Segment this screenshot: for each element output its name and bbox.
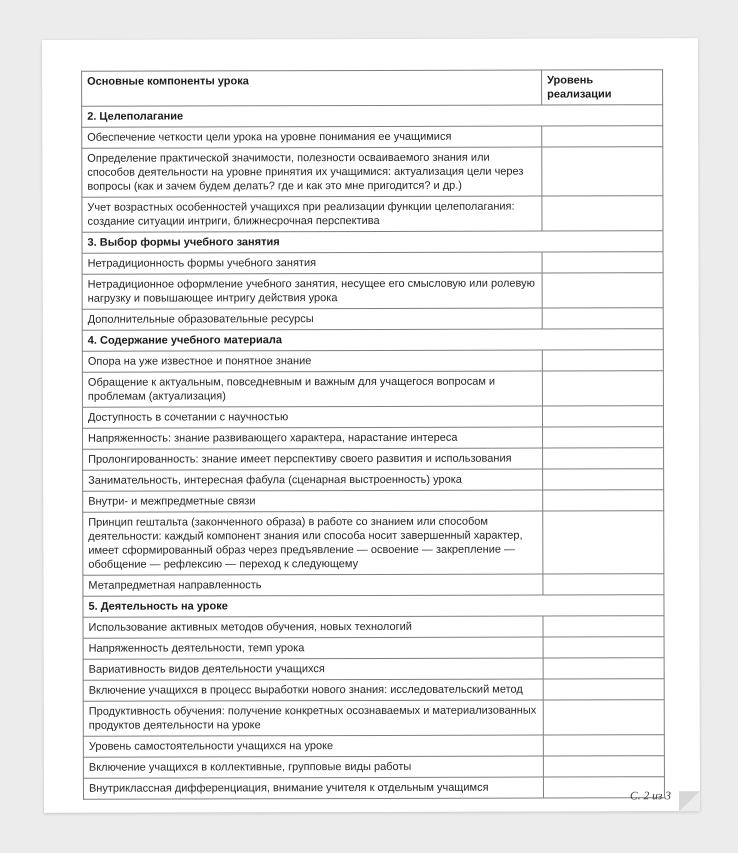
level-cell bbox=[542, 406, 663, 427]
level-cell bbox=[543, 469, 664, 490]
criterion-text: Доступность в сочетании с научностью bbox=[82, 406, 542, 428]
level-cell bbox=[543, 679, 664, 700]
criterion-row bbox=[82, 406, 663, 429]
criterion-row bbox=[82, 371, 663, 408]
criterion-text: Обращение к актуальным, повседневным и важным для учащегося вопросам и проблемам (актуализация) bbox=[82, 371, 542, 407]
level-cell bbox=[543, 658, 664, 679]
criterion-row bbox=[83, 658, 664, 681]
criterion-text: Принцип гештальта (законченного образа) в работе со знанием или способом деятельности: каждый компонент знания или способа носит завершенный характер, имеет сформированный образ через предъявление — освоение — закрепление — обобщение — рефлексию — переход к следующему bbox=[83, 511, 543, 575]
level-cell bbox=[542, 252, 663, 273]
table-header-row bbox=[82, 70, 663, 107]
criterion-row bbox=[83, 469, 664, 492]
criterion-row bbox=[83, 700, 664, 737]
criterion-row bbox=[83, 777, 664, 800]
level-cell bbox=[543, 700, 664, 735]
criterion-text: Напряженность: знание развивающего характера, нарастание интереса bbox=[83, 427, 543, 449]
criterion-row bbox=[83, 679, 664, 702]
document-page bbox=[42, 38, 700, 813]
criterion-row bbox=[83, 637, 664, 660]
criterion-row bbox=[82, 350, 663, 373]
criterion-row bbox=[83, 756, 664, 779]
criterion-text: Внутри- и межпредметные связи bbox=[83, 490, 543, 512]
criterion-row bbox=[83, 448, 664, 471]
section-header-row bbox=[83, 595, 664, 618]
criterion-text: Продуктивность обучения: получение конкретных осознаваемых и материализованных продуктов деятельности на уроке bbox=[83, 700, 543, 736]
criterion-text: Внутриклассная дифференциация, внимание учителя к отдельным учащимся bbox=[83, 777, 543, 799]
level-cell bbox=[542, 350, 663, 371]
level-cell bbox=[542, 371, 663, 406]
criterion-row bbox=[83, 427, 664, 450]
criterion-text: Определение практической значимости, полезности осваиваемого знания или способов деятельности на уровне принятия их учащимися: актуализация цели через вопросы (как и зачем будем делать? где и как это мне пригодится? и др.) bbox=[82, 147, 542, 197]
criterion-text: Вариативность видов деятельности учащихся bbox=[83, 658, 543, 680]
criterion-text: Нетрадиционное оформление учебного занятия, несущее его смысловую или ролевую нагрузку и повышающее интригу действия урока bbox=[82, 273, 542, 309]
criterion-text: Учет возрастных особенностей учащихся при реализации функции целеполагания: создание ситуации интриги, ближнесрочная перспектива bbox=[82, 196, 542, 232]
level-cell bbox=[543, 490, 664, 511]
page-corner-fold bbox=[679, 791, 700, 811]
section-title: 5. Деятельность на уроке bbox=[83, 595, 664, 618]
level-cell bbox=[543, 448, 664, 469]
section-header-row bbox=[82, 231, 663, 254]
criterion-text: Нетрадиционность формы учебного занятия bbox=[82, 252, 542, 274]
criterion-row bbox=[83, 574, 664, 597]
criterion-text: Дополнительные образовательные ресурсы bbox=[82, 308, 542, 330]
criterion-row bbox=[82, 147, 663, 198]
criterion-row bbox=[82, 273, 663, 310]
level-cell bbox=[543, 616, 664, 637]
page-number: С. 2 из 3 bbox=[630, 790, 671, 803]
level-cell bbox=[542, 126, 663, 147]
lesson-components-table bbox=[81, 69, 665, 800]
criterion-row bbox=[83, 616, 664, 639]
criterion-text: Включение учащихся в процесс выработки нового знания: исследовательский метод bbox=[83, 679, 543, 701]
criterion-row bbox=[83, 735, 664, 758]
section-header-row bbox=[82, 105, 663, 128]
criterion-text: Опора на уже известное и понятное знание bbox=[82, 350, 542, 372]
criterion-row bbox=[82, 252, 663, 275]
level-cell bbox=[543, 637, 664, 658]
criterion-text: Напряженность деятельности, темп урока bbox=[83, 637, 543, 659]
column-header-components: Основные компоненты урока bbox=[82, 70, 542, 106]
criterion-row bbox=[83, 511, 664, 576]
criterion-text: Включение учащихся в коллективные, групповые виды работы bbox=[83, 756, 543, 778]
criterion-text: Пролонгированность: знание имеет перспективу своего развития и использования bbox=[83, 448, 543, 470]
level-cell bbox=[542, 273, 663, 308]
criterion-text: Метапредметная направленность bbox=[83, 574, 543, 596]
level-cell bbox=[543, 574, 664, 595]
criterion-row bbox=[82, 126, 663, 149]
criterion-row bbox=[83, 490, 664, 513]
section-header-row bbox=[82, 329, 663, 352]
level-cell bbox=[543, 427, 664, 448]
level-cell bbox=[542, 147, 663, 196]
criterion-text: Занимательность, интересная фабула (сценарная выстроенность) урока bbox=[83, 469, 543, 491]
section-title: 4. Содержание учебного материала bbox=[82, 329, 663, 352]
level-cell bbox=[542, 196, 663, 231]
criterion-text: Уровень самостоятельности учащихся на уроке bbox=[83, 735, 543, 757]
criterion-row bbox=[82, 308, 663, 331]
level-cell bbox=[543, 511, 664, 574]
column-header-level: Уровень реализации bbox=[542, 70, 663, 105]
section-title: 3. Выбор формы учебного занятия bbox=[82, 231, 663, 254]
criterion-text: Обеспечение четкости цели урока на уровне понимания ее учащимися bbox=[82, 126, 542, 148]
section-title: 2. Целеполагание bbox=[82, 105, 663, 128]
level-cell bbox=[543, 735, 664, 756]
level-cell bbox=[543, 756, 664, 777]
level-cell bbox=[542, 308, 663, 329]
criterion-text: Использование активных методов обучения, новых технологий bbox=[83, 616, 543, 638]
criterion-row bbox=[82, 196, 663, 233]
